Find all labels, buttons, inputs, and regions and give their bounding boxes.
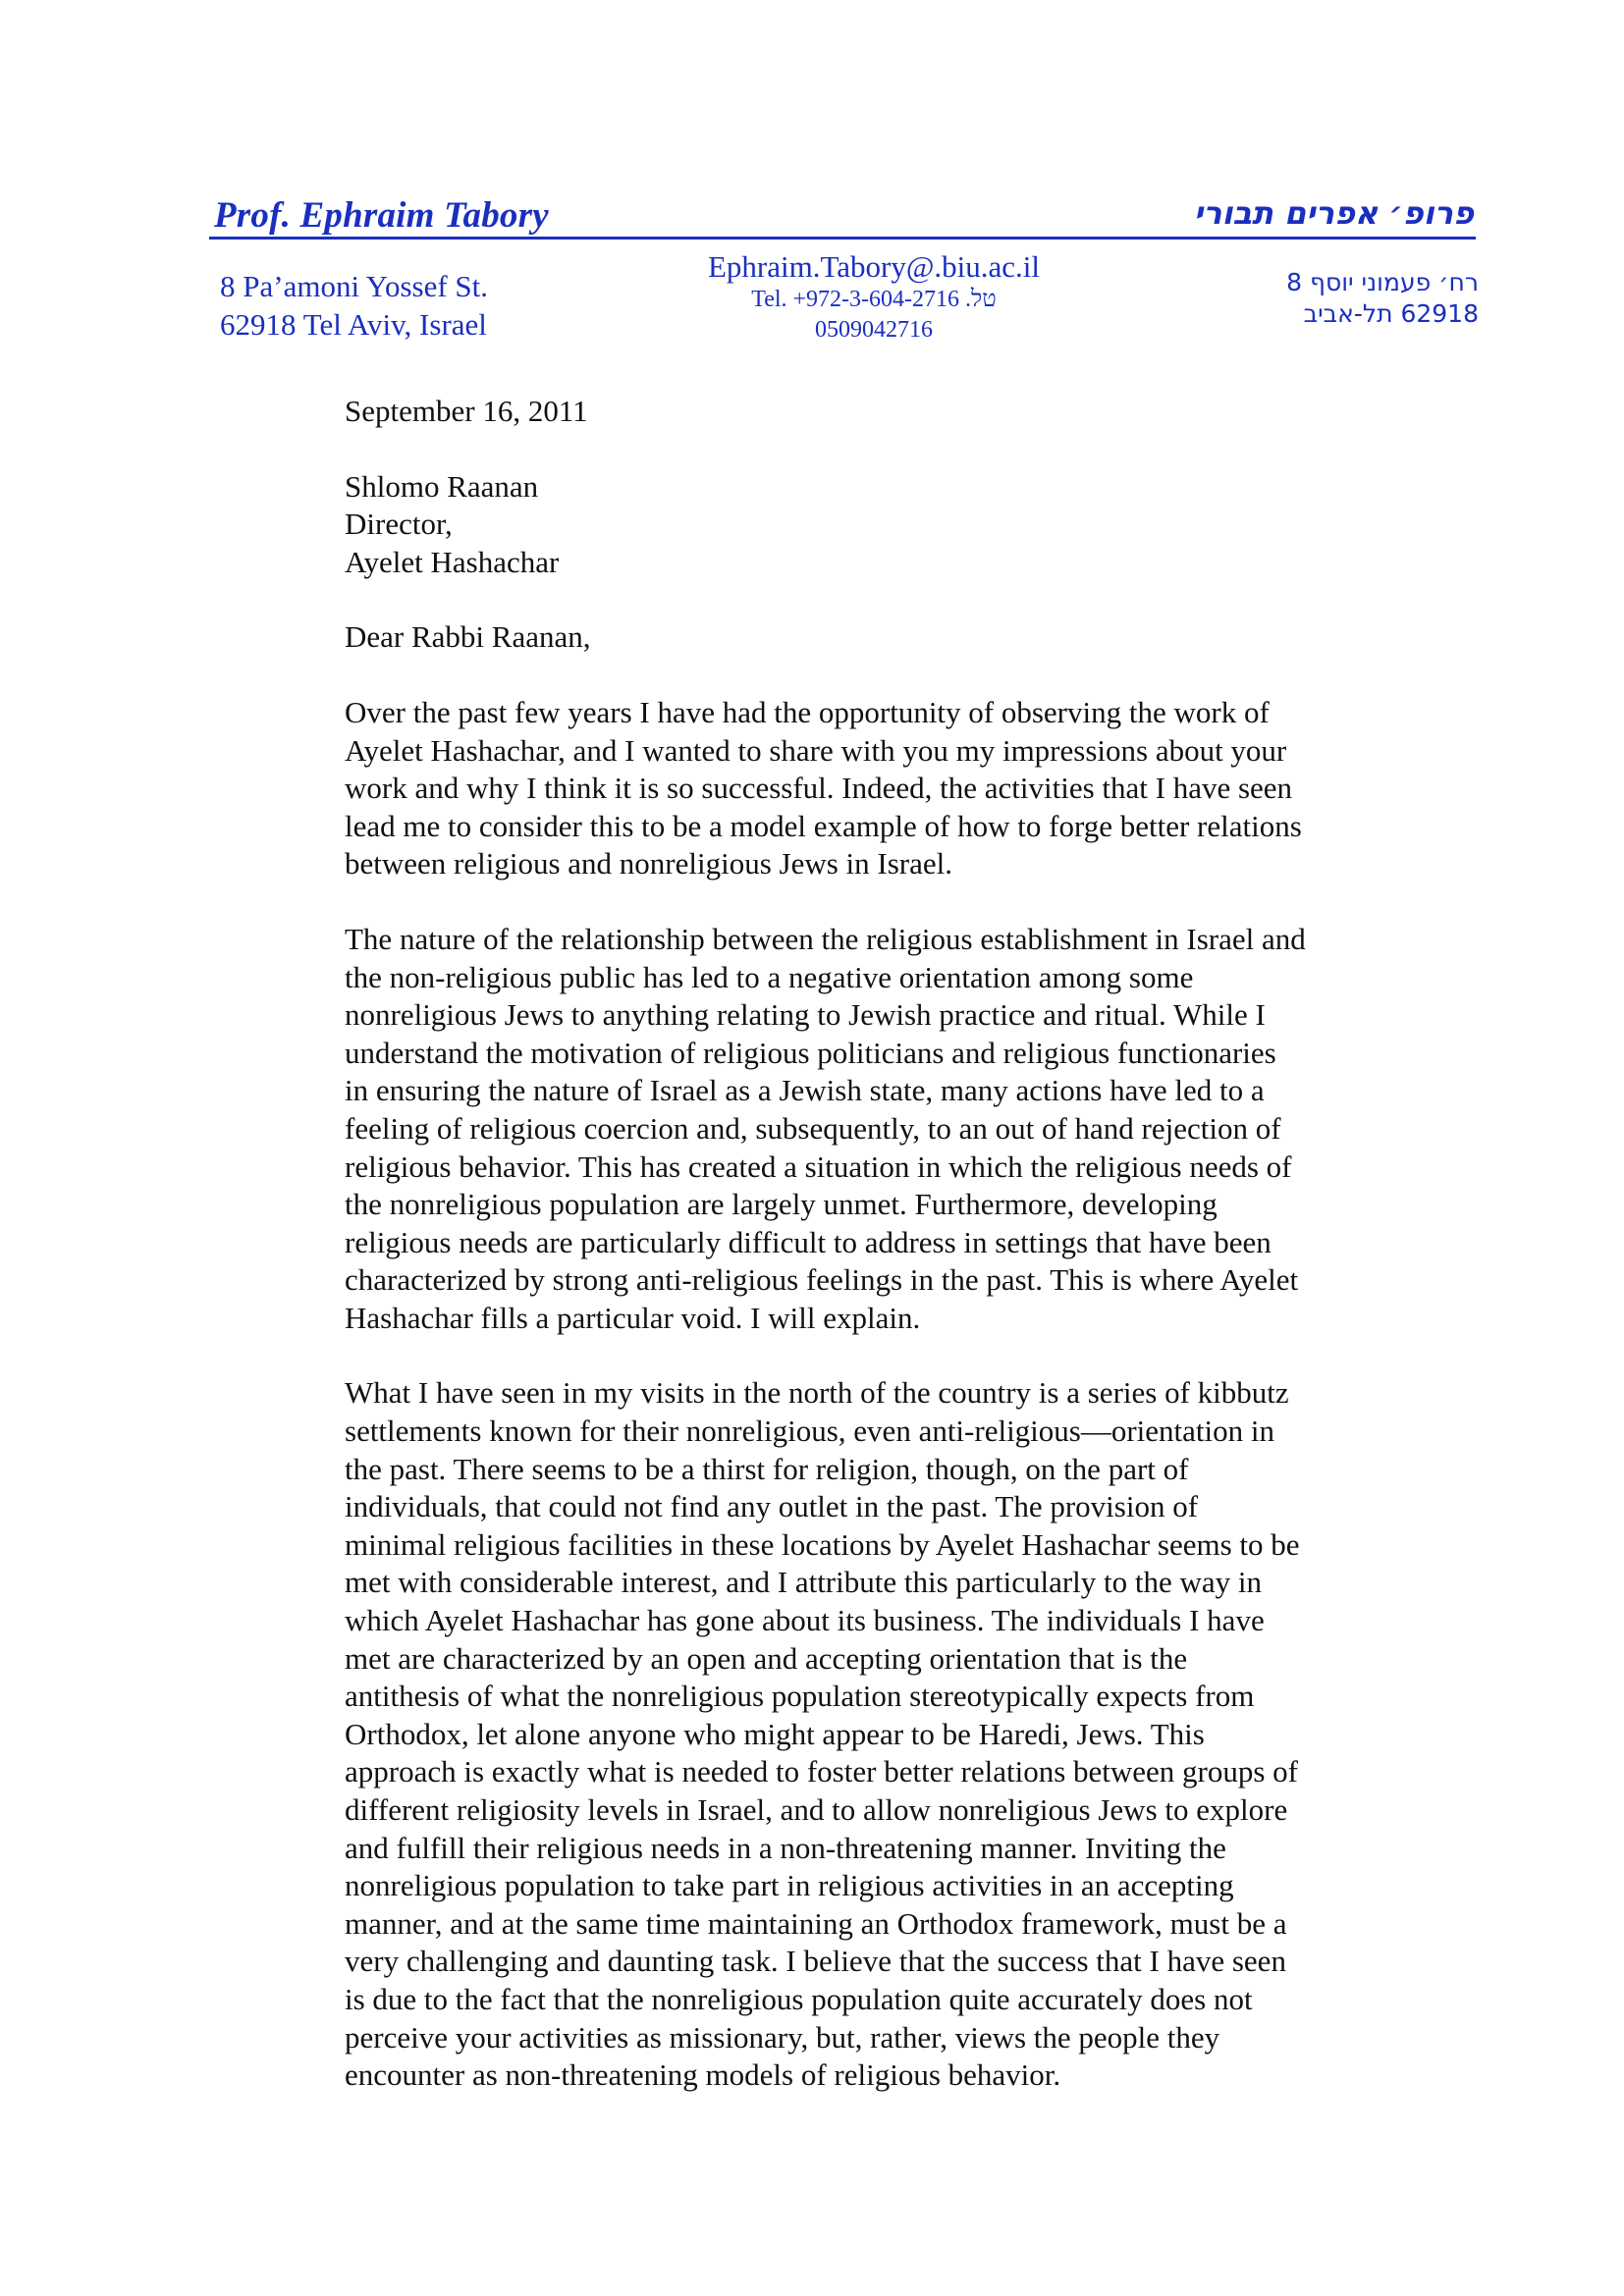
paragraph-line: perceive your activities as missionary, but, rather, views the people they bbox=[345, 2019, 1220, 2055]
body-paragraph bbox=[345, 921, 1405, 1338]
paragraph-line: different religiosity levels in Israel, and to allow nonreligious Jews to explore bbox=[345, 1792, 1288, 1827]
paragraph-line: approach is exactly what is needed to foster better relations between groups of bbox=[345, 1754, 1298, 1789]
paragraph-line: very challenging and daunting task. I believe that the success that I have seen bbox=[345, 1944, 1286, 1979]
paragraph-line: religious behavior. This has created a situation in which the religious needs of bbox=[345, 1148, 1292, 1184]
paragraph-line: nonreligious population to take part in religious activities in an accepting bbox=[345, 1868, 1234, 1903]
paragraph-line: individuals, that could not find any outlet in the past. The provision of bbox=[345, 1489, 1199, 1524]
paragraph-line: work and why I think it is so successful. Indeed, the activities that I have seen bbox=[345, 771, 1293, 806]
recipient-line: Shlomo Raanan bbox=[345, 468, 539, 504]
paragraph-line: settlements known for their nonreligious, even anti-religious—orientation in bbox=[345, 1414, 1275, 1449]
letter-date: September 16, 2011 bbox=[345, 394, 588, 428]
telephone-number: Tel. +972-3-604-2716 .טל bbox=[751, 287, 997, 312]
paragraph-line: nonreligious Jews to anything relating to Jewish practice and ritual. While I bbox=[345, 997, 1266, 1033]
paragraph-line: antithesis of what the nonreligious population stereotypically expects from bbox=[345, 1679, 1255, 1714]
letterhead-divider bbox=[209, 237, 1476, 240]
paragraph-line: characterized by strong anti-religious feelings in the past. This is where Ayelet bbox=[345, 1262, 1299, 1298]
recipient-line: Ayelet Hashachar bbox=[345, 544, 560, 579]
paragraph-line: feeling of religious coercion and, subsequently, to an out of hand rejection of bbox=[345, 1110, 1281, 1146]
paragraph-line: met are characterized by an open and accepting orientation that is the bbox=[345, 1640, 1188, 1676]
paragraph-line: religious needs are particularly difficult to address in settings that have been bbox=[345, 1224, 1272, 1259]
address-line: 62918 תל-אביב bbox=[1303, 299, 1479, 328]
paragraph-line: What I have seen in my visits in the north of the country is a series of kibbutz bbox=[345, 1375, 1289, 1411]
paragraph-line: in ensuring the nature of Israel as a Jewish state, many actions have led to a bbox=[345, 1073, 1265, 1108]
paragraph-line: encounter as non-threatening models of religious behavior. bbox=[345, 2057, 1061, 2093]
mobile-number: 0509042716 bbox=[815, 317, 933, 343]
paragraph-line: Over the past few years I have had the opportunity of observing the work of bbox=[345, 694, 1270, 729]
address-line: 8 Pa’amoni Yossef St. bbox=[220, 269, 489, 303]
address-line: 62918 Tel Aviv, Israel bbox=[220, 307, 487, 342]
paragraph-line: minimal religious facilities in these locations by Ayelet Hashachar seems to be bbox=[345, 1526, 1300, 1562]
paragraph-line: the nonreligious population are largely unmet. Furthermore, developing bbox=[345, 1187, 1218, 1222]
paragraph-line: the past. There seems to be a thirst for religion, though, on the part of bbox=[345, 1451, 1189, 1486]
paragraph-line: The nature of the relationship between the religious establishment in Israel and bbox=[345, 921, 1306, 956]
paragraph-line: met with considerable interest, and I attribute this particularly to the way in bbox=[345, 1565, 1263, 1600]
letter-paragraphs bbox=[345, 694, 1405, 2095]
paragraph-line: understand the motivation of religious politicians and religious functionaries bbox=[345, 1035, 1276, 1070]
body-paragraph bbox=[345, 694, 1405, 883]
paragraph-line: manner, and at the same time maintaining an Orthodox framework, must be a bbox=[345, 1905, 1287, 1941]
letterhead-address-hebrew bbox=[1286, 267, 1479, 330]
paragraph-line: Orthodox, let alone anyone who might appear to be Haredi, Jews. This bbox=[345, 1716, 1205, 1751]
paragraph-line: between religious and nonreligious Jews in Israel. bbox=[345, 846, 952, 881]
recipient-line: Director, bbox=[345, 507, 453, 542]
paragraph-line: and fulfill their religious needs in a non-threatening manner. Inviting the bbox=[345, 1830, 1226, 1865]
recipient-block bbox=[345, 468, 1405, 582]
letterhead-address-english bbox=[220, 267, 488, 344]
salutation: Dear Rabbi Raanan, bbox=[345, 619, 591, 655]
body-paragraph bbox=[345, 1374, 1405, 2094]
letter-body bbox=[345, 393, 1405, 2132]
email-address: Ephraim.Tabory@.biu.ac.il bbox=[707, 249, 1040, 284]
letterhead-contact bbox=[687, 249, 1060, 346]
paragraph-line: Hashachar fills a particular void. I will explain. bbox=[345, 1300, 921, 1335]
paragraph-line: Ayelet Hashachar, and I wanted to share with you my impressions about your bbox=[345, 732, 1287, 768]
address-line: רח׳ פעמוני יוסף 8 bbox=[1286, 268, 1479, 296]
paragraph-line: which Ayelet Hashachar has gone about its business. The individuals I have bbox=[345, 1603, 1265, 1638]
letterhead-name-english: Prof. Ephraim Tabory bbox=[214, 195, 549, 236]
letterhead-name-hebrew: פרופ׳ אפרים תבורי bbox=[1193, 194, 1474, 232]
paragraph-line: is due to the fact that the nonreligious population quite accurately does not bbox=[345, 1981, 1253, 2016]
paragraph-line: the non-religious public has led to a negative orientation among some bbox=[345, 959, 1194, 994]
paragraph-line: lead me to consider this to be a model example of how to forge better relations bbox=[345, 808, 1302, 843]
